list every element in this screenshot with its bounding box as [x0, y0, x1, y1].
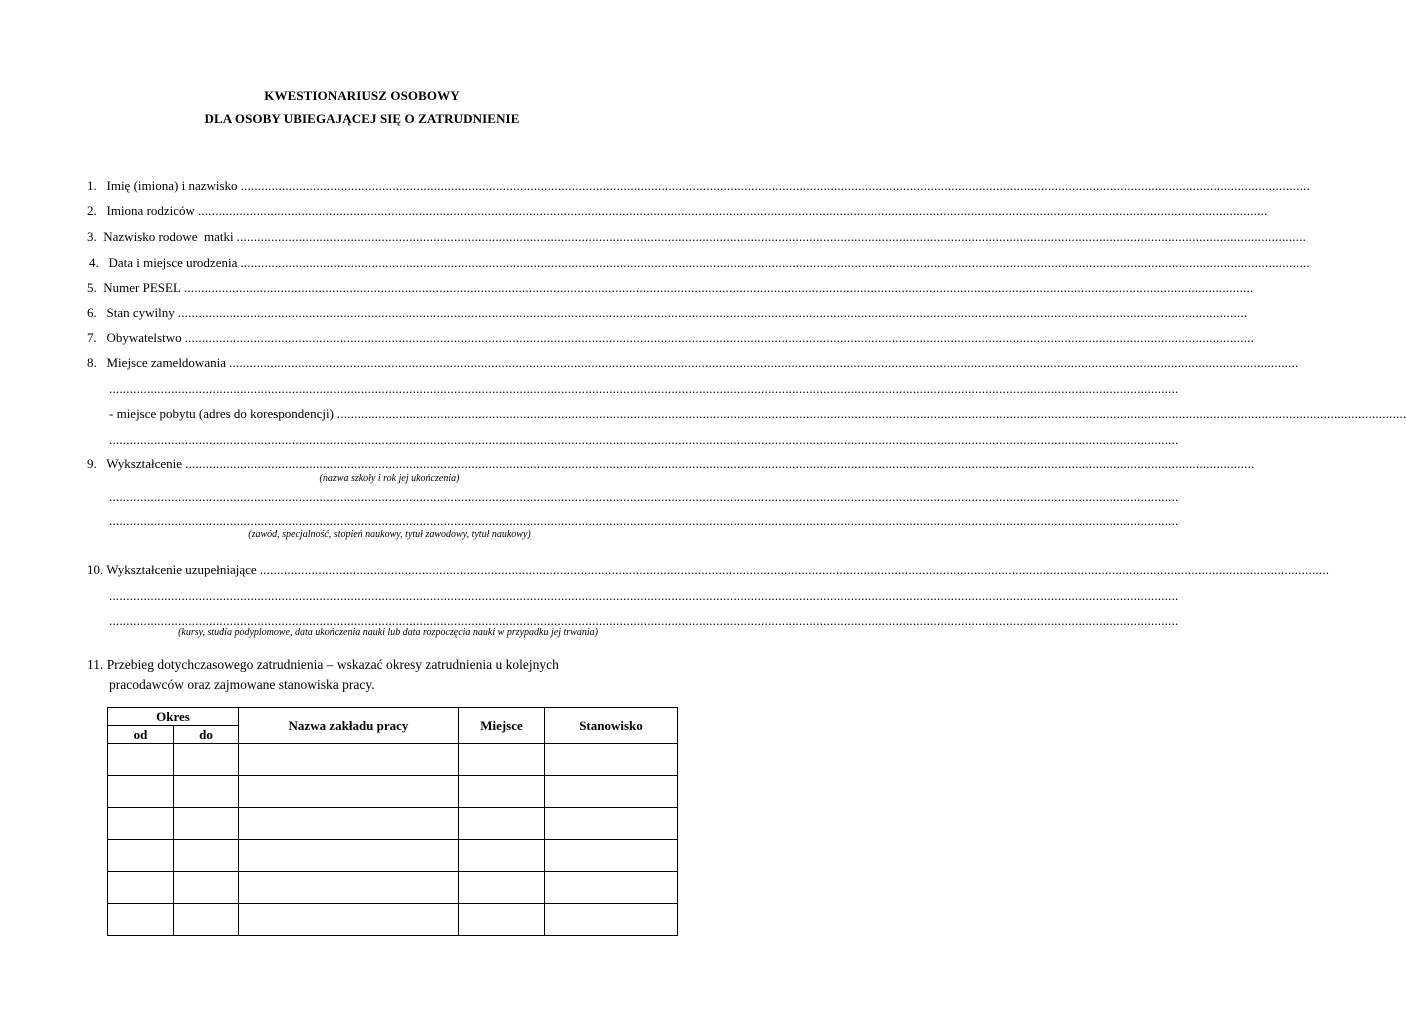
- field-birth-row[interactable]: [89, 255, 1310, 273]
- table-cell-nazwa[interactable]: [239, 808, 459, 840]
- field-education-label: 9. Wykształcenie: [87, 456, 182, 471]
- field-education-row[interactable]: [87, 456, 1255, 474]
- table-cell-nazwa[interactable]: [239, 872, 459, 904]
- field-birth-label: 4. Data i miejsce urodzenia: [89, 255, 238, 270]
- employment-history-line1: 11. Przebieg dotychczasowego zatrudnienia – wskazać okresy zatrudnienia u kolejnych: [87, 657, 559, 672]
- col-header-od: od: [108, 726, 174, 744]
- table-cell-do[interactable]: [174, 808, 239, 840]
- col-header-nazwa: Nazwa zakładu pracy: [239, 708, 459, 744]
- field-mother-name-label: 3. Nazwisko rodowe matki: [87, 229, 234, 244]
- col-header-stanowisko: Stanowisko: [545, 708, 678, 744]
- table-cell-od[interactable]: [108, 808, 174, 840]
- table-cell-do[interactable]: [174, 840, 239, 872]
- table-cell-nazwa[interactable]: [239, 744, 459, 776]
- field-parents-dots[interactable]: ......................................................................................................................................................................................................................................................................................................................: [197, 203, 1268, 218]
- employment-table: [107, 707, 678, 936]
- field-registration-row[interactable]: [87, 355, 1299, 373]
- field-extra-education-row[interactable]: [87, 562, 1330, 580]
- field-extra-education-line2-dots[interactable]: ......................................................................................................................................................................................................................................................................................................................: [109, 588, 1179, 603]
- table-cell-do[interactable]: [174, 744, 239, 776]
- field-pesel-dots[interactable]: ......................................................................................................................................................................................................................................................................................................................: [183, 280, 1254, 295]
- field-mother-name-row[interactable]: [87, 229, 1307, 247]
- table-cell-od[interactable]: [108, 744, 174, 776]
- field-pesel-label: 5. Numer PESEL: [87, 280, 181, 295]
- table-cell-stanowisko[interactable]: [545, 744, 678, 776]
- table-row: [108, 904, 678, 936]
- field-registration-label: 8. Miejsce zameldowania: [87, 355, 226, 370]
- table-cell-do[interactable]: [174, 872, 239, 904]
- field-pesel-row[interactable]: [87, 280, 1254, 298]
- table-cell-miejsce[interactable]: [459, 744, 545, 776]
- table-cell-miejsce[interactable]: [459, 776, 545, 808]
- note-courses: (kursy, studia podyplomowe, data ukończenia nauki lub data rozpoczęcia nauki w przypadku jej trwania): [178, 627, 598, 638]
- table-cell-do[interactable]: [174, 904, 239, 936]
- table-row: [108, 744, 678, 776]
- table-cell-od[interactable]: [108, 776, 174, 808]
- field-mother-name-dots[interactable]: ......................................................................................................................................................................................................................................................................................................................: [236, 229, 1307, 244]
- col-header-miejsce: Miejsce: [459, 708, 545, 744]
- field-extra-education-line3-dots[interactable]: ......................................................................................................................................................................................................................................................................................................................: [109, 613, 1179, 628]
- col-header-okres: Okres: [108, 708, 239, 726]
- field-residence-row[interactable]: [109, 406, 1406, 424]
- table-cell-nazwa[interactable]: [239, 776, 459, 808]
- field-parents-label: 2. Imiona rodziców: [87, 203, 195, 218]
- field-marital-row[interactable]: [87, 305, 1248, 323]
- field-extra-education-line2[interactable]: [109, 588, 1179, 606]
- field-registration-dots[interactable]: ......................................................................................................................................................................................................................................................................................................................: [228, 355, 1299, 370]
- form-title: KWESTIONARIUSZ OSOBOWY: [264, 88, 460, 103]
- field-residence-dots[interactable]: ......................................................................................................................................................................................................................................................................................................................: [336, 406, 1406, 421]
- table-cell-miejsce[interactable]: [459, 840, 545, 872]
- field-citizenship-dots[interactable]: ......................................................................................................................................................................................................................................................................................................................: [184, 330, 1255, 345]
- field-residence-line2[interactable]: [109, 432, 1179, 450]
- table-cell-miejsce[interactable]: [459, 904, 545, 936]
- field-citizenship-row[interactable]: [87, 330, 1255, 348]
- field-name-row[interactable]: [87, 178, 1311, 196]
- field-education-line3-dots[interactable]: ......................................................................................................................................................................................................................................................................................................................: [109, 513, 1179, 528]
- table-cell-stanowisko[interactable]: [545, 776, 678, 808]
- note-profession: (zawód, specjalność, stopień naukowy, tytuł zawodowy, tytuł naukowy): [248, 529, 531, 540]
- table-row: [108, 840, 678, 872]
- table-cell-od[interactable]: [108, 840, 174, 872]
- field-registration-line2[interactable]: [109, 381, 1179, 399]
- table-cell-od[interactable]: [108, 872, 174, 904]
- field-extra-education-label: 10. Wykształcenie uzupełniające: [87, 562, 257, 577]
- field-citizenship-label: 7. Obywatelstwo: [87, 330, 182, 345]
- table-row: [108, 872, 678, 904]
- field-birth-dots[interactable]: ......................................................................................................................................................................................................................................................................................................................: [240, 255, 1310, 270]
- field-marital-label: 6. Stan cywilny: [87, 305, 175, 320]
- table-cell-nazwa[interactable]: [239, 904, 459, 936]
- table-cell-miejsce[interactable]: [459, 808, 545, 840]
- table-cell-stanowisko[interactable]: [545, 808, 678, 840]
- field-residence-line2-dots[interactable]: ......................................................................................................................................................................................................................................................................................................................: [109, 432, 1179, 447]
- field-education-dots[interactable]: ......................................................................................................................................................................................................................................................................................................................: [185, 456, 1255, 471]
- table-cell-stanowisko[interactable]: [545, 840, 678, 872]
- field-name-label: 1. Imię (imiona) i nazwisko: [87, 178, 238, 193]
- table-row: [108, 808, 678, 840]
- table-cell-nazwa[interactable]: [239, 840, 459, 872]
- table-cell-stanowisko[interactable]: [545, 872, 678, 904]
- field-name-dots[interactable]: ......................................................................................................................................................................................................................................................................................................................: [240, 178, 1311, 193]
- field-education-line2-dots[interactable]: ......................................................................................................................................................................................................................................................................................................................: [109, 489, 1179, 504]
- form-subtitle: DLA OSOBY UBIEGAJĄCEJ SIĘ O ZATRUDNIENIE: [204, 111, 520, 126]
- table-cell-od[interactable]: [108, 904, 174, 936]
- table-cell-stanowisko[interactable]: [545, 904, 678, 936]
- note-school: (nazwa szkoły i rok jej ukończenia): [319, 473, 460, 484]
- field-residence-label: - miejsce pobytu (adres do korespondencji): [109, 406, 334, 421]
- table-cell-miejsce[interactable]: [459, 872, 545, 904]
- table-cell-do[interactable]: [174, 776, 239, 808]
- employment-history-intro: [87, 655, 687, 695]
- field-parents-row[interactable]: [87, 203, 1268, 221]
- employment-history-line2: pracodawców oraz zajmowane stanowiska pracy.: [109, 677, 375, 692]
- table-row: [108, 776, 678, 808]
- field-education-line2[interactable]: [109, 489, 1179, 507]
- field-registration-line2-dots[interactable]: ......................................................................................................................................................................................................................................................................................................................: [109, 381, 1179, 396]
- field-marital-dots[interactable]: ......................................................................................................................................................................................................................................................................................................................: [177, 305, 1248, 320]
- field-extra-education-dots[interactable]: ......................................................................................................................................................................................................................................................................................................................: [259, 562, 1330, 577]
- col-header-do: do: [174, 726, 239, 744]
